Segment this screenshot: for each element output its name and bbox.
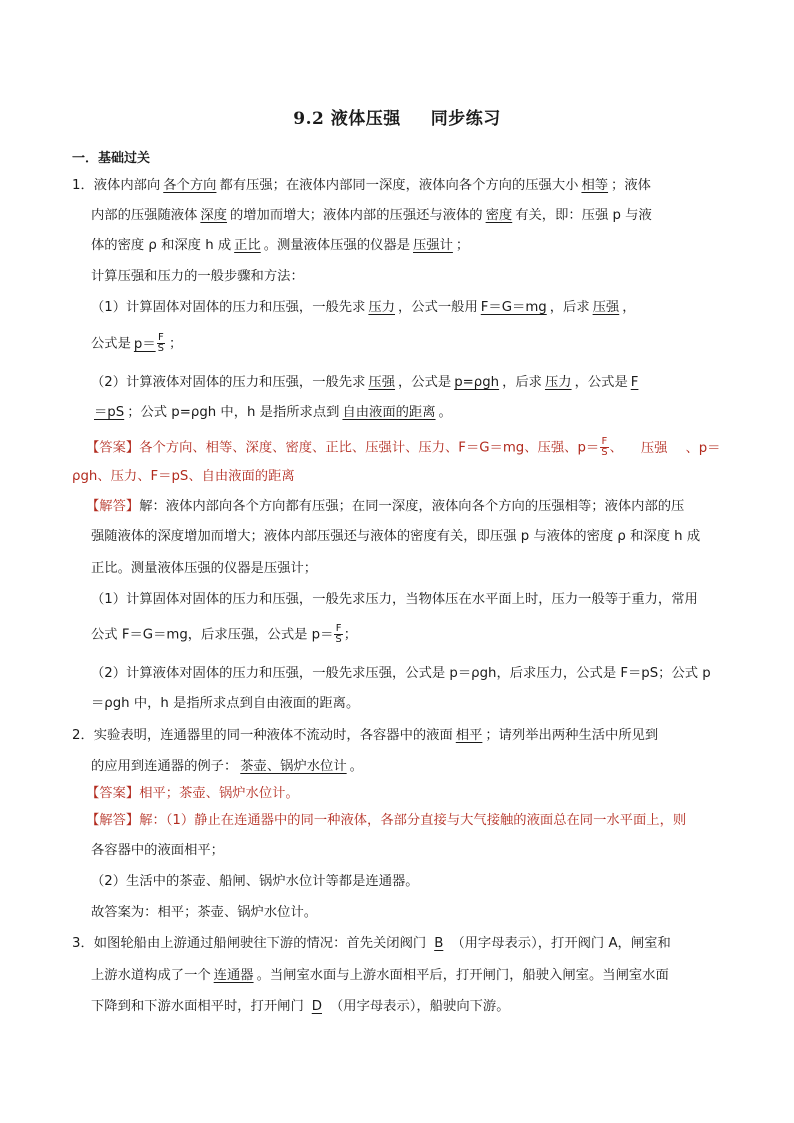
blank: 密度 [485,208,513,223]
q1-answer-line-2: ρgh、压力、F＝pS、自由液面的距离 [72,469,295,484]
blank: 相平 [455,728,483,743]
blank: 压强 [368,375,395,390]
q3-line-2: 上游水道构成了一个 连通器 。当闸室水面与上游水面相平后，打开闸门，船驶入闸室。当闸室水面 [91,968,669,983]
q2-answer: 【答案】相平；茶壶、锅炉水位计。 [86,786,299,801]
q2-explanation-line-3: （2）生活中的茶壶、船闸、锅炉水位计等都是连通器。 [91,874,419,889]
q1-line-8: ＝pS ；公式 p=ρgh 中，h 是指所求点到 自由液面的距离 。 [91,404,452,422]
blank: 各个方向 [163,178,217,193]
section-heading: 一．基础过关 [72,151,151,166]
q2-line-1: 2．实验表明，连通器里的同一种液体不流动时，各容器中的液面 相平 ；请列举出两种生活中所见到 [72,728,659,743]
explanation-tag: 【解答】 [86,499,140,514]
blank: B [434,936,444,951]
blank: 连通器 [213,968,254,983]
q1-line-3: 体的密度 ρ 和深度 h 成 正比 。测量液体压强的仪器是 压强计 ； [91,238,470,253]
fraction: $\frac{F}{S}$ [335,623,342,645]
q1-line-1: 1．液体内部向 各个方向 都有压强；在液体内部同一深度，液体向各个方向的压强大小 相等 ；液体 [72,178,651,193]
blank: p=ρgh [454,375,500,390]
answer-tag: 【答案】 [86,786,140,801]
blank: ＝pS [94,405,125,420]
q1-answer-line-1: 【答案】各个方向、相等、深度、密度、正比、压强计、压力、F＝G＝mg、压强、p＝ $\frac{F}{S}$ 、 压强 、p＝ [86,436,721,458]
q1-line-4: 计算压强和压力的一般步骤和方法： [91,269,304,284]
blank: 压力 [544,375,572,390]
q1-explanation-line-4: （1）计算固体对固体的压力和压强，一般先求压力，当物体压在水平面上时，压力一般等于重力，常用 [91,592,698,607]
q2-explanation-line-4: 故答案为：相平；茶壶、锅炉水位计。 [91,905,318,920]
blank: 压强 [592,300,620,315]
q1-explanation-line-7: ＝ρgh 中，h 是指所求点到自由液面的距离。 [91,696,360,711]
explanation-tag: 【解答】 [86,813,140,828]
q1-line-6: 公式是 p＝ $\frac{F}{S}$ ； [91,332,183,354]
title-main: 9.2 液体压强 [293,109,401,129]
blank: D [311,999,322,1014]
q1-line-5: （1）计算固体对固体的压力和压强，一般先求 压力 ，公式一般用 F＝G＝mg ，后求 压强 ， [91,300,636,315]
blank: F [630,375,639,390]
q1-line-7: （2）计算液体对固体的压力和压强，一般先求 压强 ，公式是 p=ρgh ，后求 压力 ，公式是 F [91,374,641,392]
blank: 深度 [200,208,227,223]
q3-line-3: 下降到和下游水面相平时，打开闸门 D （用字母表示），船驶向下游。 [91,999,510,1014]
q3-line-1: 3．如图轮船由上游通过船闸驶往下游的情况：首先关闭阀门 B （用字母表示），打开阀门 A，闸室和 [72,936,671,951]
q1-explanation-line-5: 公式 F＝G＝mg，后求压强，公式是 p＝ $\frac{F}{S}$ ； [91,623,358,645]
answer-tag: 【答案】 [86,440,140,456]
q1-explanation-line-2: 强随液体的深度增加而增大；液体内部压强还与液体的密度有关，即压强 p 与液体的密度 ρ 和深度 h 成 [91,529,701,544]
blank: 相等 [581,178,609,193]
title-sub: 同步练习 [430,109,501,129]
blank: 正比 [234,238,261,253]
blank: 压强计 [413,238,453,253]
blank-formula: p＝ $\frac{F}{S}$ [133,332,164,354]
q1-explanation-line-1: 【解答】解：液体内部向各个方向都有压强；在同一深度，液体向各个方向的压强相等；液体内部的压 [86,499,685,514]
q1-explanation-line-3: 正比。测量液体压强的仪器是压强计； [91,561,318,576]
fraction: $\frac{F}{S}$ [157,332,164,354]
q1-explanation-line-6: （2）计算液体对固体的压力和压强，一般先求压强，公式是 p＝ρgh，后求压力，公式是 F＝pS；公式 p [91,666,711,681]
q1-line-2: 内部的压强随液体 深度 的增加而增大；液体内部的压强还与液体的 密度 有关，即：压强 p 与液 [91,208,652,223]
page-title [0,104,794,129]
q2-explanation-line-1: 【解答】解：（1）静止在连通器中的同一种液体，各部分直接与大气接触的液面总在同一水平面上，则 [86,813,687,828]
fraction: $\frac{F}{S}$ [601,436,608,458]
blank: 自由液面的距离 [342,405,436,420]
blank: 压力 [368,300,395,315]
blank: F＝G＝mg [480,300,547,315]
q2-explanation-line-2: 各容器中的液面相平； [91,843,224,858]
blank: 茶壶、锅炉水位计 [240,759,347,774]
q2-line-2: 的应用到连通器的例子： 茶壶、锅炉水位计 。 [91,759,363,774]
